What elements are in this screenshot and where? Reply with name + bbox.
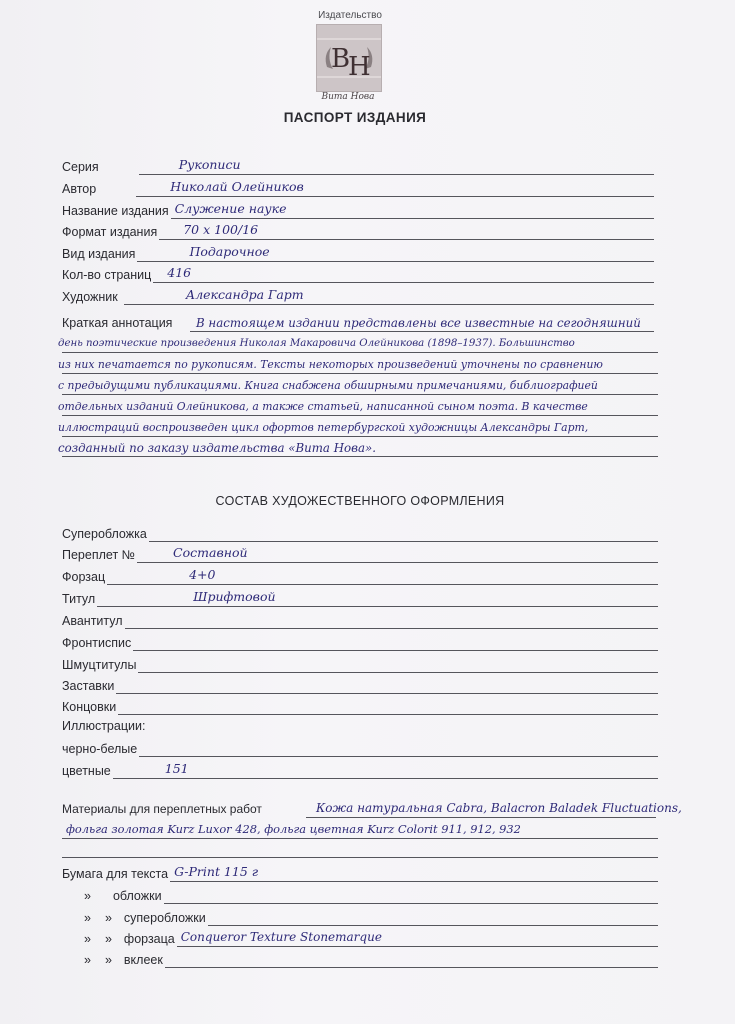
page-title: ПАСПОРТ ИЗДАНИЯ [283, 110, 427, 125]
frontispiece-field [62, 631, 658, 651]
annotation-line: из них печатается по рукописям. Тексты некоторых произведений уточнены по сравнению [58, 358, 603, 371]
annotation-line: день поэтические произведения Николая Макаровича Олейникова (1898–1937). Большинство [58, 338, 575, 349]
tailpieces-field [62, 695, 658, 715]
bw-illustrations-label: черно-белые [62, 742, 138, 756]
title-page-value: Шрифтовой [193, 589, 276, 604]
page-count-value: 416 [167, 265, 192, 280]
ditto-mark: » [104, 932, 112, 946]
jacket-paper-field [84, 906, 658, 926]
edition-name-label: Название издания [62, 204, 169, 218]
format-field [62, 220, 654, 240]
jacket-paper-label: суперобложки [123, 911, 206, 925]
illustrations-label: Иллюстрации: [62, 719, 146, 733]
avantitul-label: Авантитул [62, 614, 123, 628]
color-illustrations-label: цветные [62, 764, 111, 778]
svg-text:Н: Н [348, 52, 371, 82]
svg-text:В: В [331, 44, 351, 74]
dust-jacket-label: Суперобложка [62, 527, 147, 541]
materials-label: Материалы для переплетных работ [62, 802, 262, 816]
annotation-line: В настоящем издании представлены все известные на сегодняшний [196, 316, 641, 330]
format-label: Формат издания [62, 225, 158, 239]
edition-type-label: Вид издания [62, 247, 136, 261]
frontispiece-label: Фронтиспис [62, 636, 132, 650]
endpaper-paper-label: форзаца [123, 932, 175, 946]
endpaper-paper-value: Conqueror Texture Stonemarque [180, 930, 382, 944]
text-paper-field [62, 862, 658, 882]
format-value: 70 x 100/16 [183, 222, 259, 237]
endpaper-paper-field [84, 927, 658, 947]
endpaper-field [62, 565, 658, 585]
edition-name-field [62, 199, 654, 219]
vita-nova-monogram-icon [317, 25, 381, 91]
text-paper-label: Бумага для текста [62, 867, 169, 881]
publisher-label: Издательство [318, 10, 382, 21]
annotation-label: Краткая аннотация [62, 316, 173, 330]
ditto-mark: » [84, 889, 91, 903]
publisher-logo [316, 24, 382, 92]
ditto-mark: » [84, 953, 91, 967]
author-label: Автор [62, 182, 97, 196]
dust-jacket-field [62, 522, 658, 542]
series-field [62, 155, 654, 175]
tailpieces-label: Концовки [62, 700, 117, 714]
binding-value: Составной [173, 545, 248, 560]
endpaper-value: 4+0 [189, 567, 216, 582]
author-value: Николай Олейников [170, 179, 304, 194]
text-paper-value: G-Print 115 г [174, 864, 259, 879]
cover-paper-field [84, 884, 658, 904]
cover-paper-label: обложки [112, 889, 162, 903]
headpieces-label: Заставки [62, 679, 115, 693]
artist-value: Александра Гарт [185, 287, 304, 302]
half-titles-field [62, 653, 658, 673]
ditto-mark: » [104, 911, 112, 925]
series-value: Рукописи [178, 157, 241, 172]
title-page-field [62, 587, 658, 607]
endpaper-label: Форзац [62, 570, 106, 584]
artist-label: Художник [62, 290, 118, 304]
bw-illustrations-field [62, 737, 658, 757]
binding-label: Переплет № [62, 548, 136, 562]
design-section-title: СОСТАВ ХУДОЖЕСТВЕННОГО ОФОРМЛЕНИЯ [215, 494, 505, 508]
edition-type-field [62, 242, 654, 262]
color-illustrations-value: 151 [164, 761, 189, 776]
annotation-line: иллюстраций воспроизведен цикл офортов петербургской художницы Александры Гарт, [58, 421, 589, 434]
inserts-paper-label: вклеек [123, 953, 163, 967]
half-titles-label: Шмуцтитулы [62, 658, 137, 672]
materials-line-1: Кожа натуральная Cabra, Balacron Baladek Fluctuations, [316, 801, 682, 815]
avantitul-field [62, 609, 658, 629]
color-illustrations-field [62, 759, 658, 779]
annotation-line: созданный по заказу издательства «Вита Нова». [58, 441, 376, 455]
inserts-paper-field [84, 948, 658, 968]
page-count-field [62, 263, 654, 283]
headpieces-field [62, 674, 658, 694]
ditto-mark: » [104, 953, 112, 967]
binding-field [62, 543, 658, 563]
artist-field [62, 285, 654, 305]
edition-type-value: Подарочное [189, 244, 270, 259]
series-label: Серия [62, 160, 99, 174]
title-page-label: Титул [62, 592, 96, 606]
ditto-mark: » [84, 932, 91, 946]
edition-name-value: Служение науке [174, 201, 287, 216]
ditto-mark: » [84, 911, 91, 925]
materials-line-2: фольга золотая Kurz Luxor 428, фольга цветная Kurz Colorit 911, 912, 932 [66, 822, 521, 836]
annotation-line: с предыдущими публикациями. Книга снабжена обширными примечаниями, библиографией [58, 379, 598, 392]
annotation-line: отдельных изданий Олейникова, а также статьей, написанной сыном поэта. В качестве [58, 400, 588, 413]
author-field [62, 177, 654, 197]
page-count-label: Кол-во страниц [62, 268, 152, 282]
logo-caption: Вита Нова [321, 92, 375, 102]
